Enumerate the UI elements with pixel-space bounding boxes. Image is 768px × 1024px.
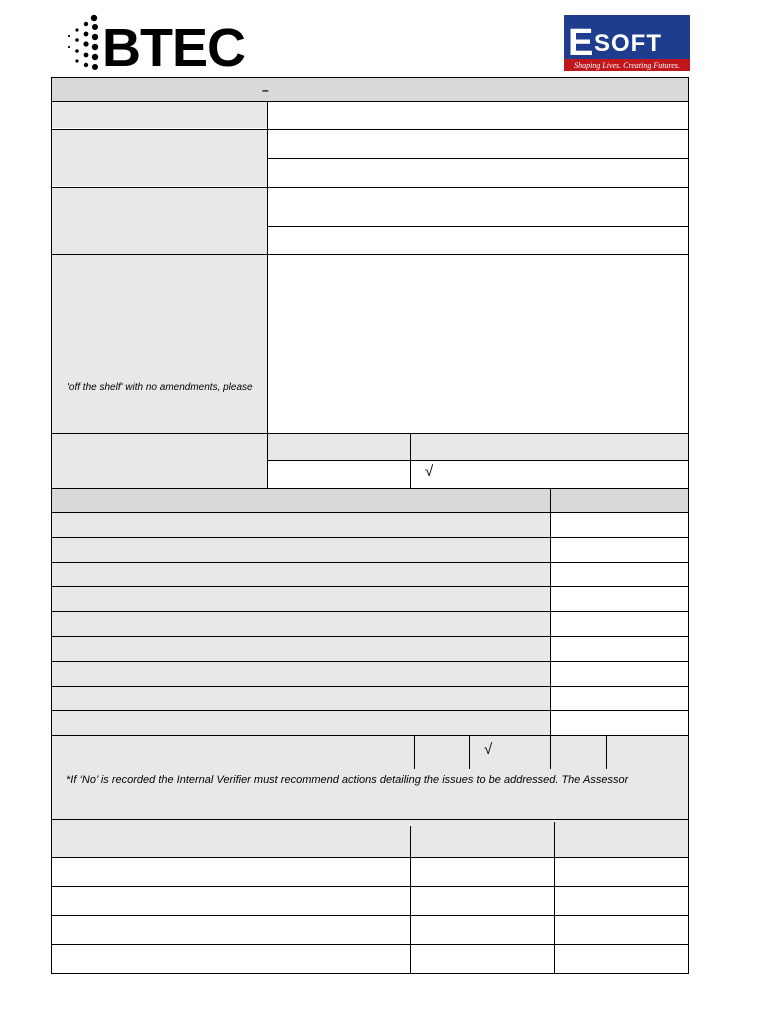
esoft-tagline: Shaping Lives. Creating Futures.	[574, 61, 680, 70]
no-recorded-note: *If ‘No’ is recorded the Internal Verifier must recommend actions detailing the issues to be addressed. The Assessor	[66, 774, 629, 786]
esoft-logo	[564, 15, 690, 71]
esoft-letters: SOFT	[594, 30, 662, 57]
title-dash: –	[262, 83, 269, 97]
esoft-letter-e: E	[568, 22, 594, 64]
btec-wordmark: BTEC	[102, 18, 245, 72]
btec-dots-icon	[68, 15, 98, 70]
brief-note-text: 'off the shelf' with no amendments, please	[67, 382, 253, 393]
form-table	[51, 77, 689, 974]
btec-logo	[64, 14, 254, 72]
tick-mark-brief: √	[425, 463, 434, 480]
tick-mark-outcome: √	[484, 741, 493, 758]
